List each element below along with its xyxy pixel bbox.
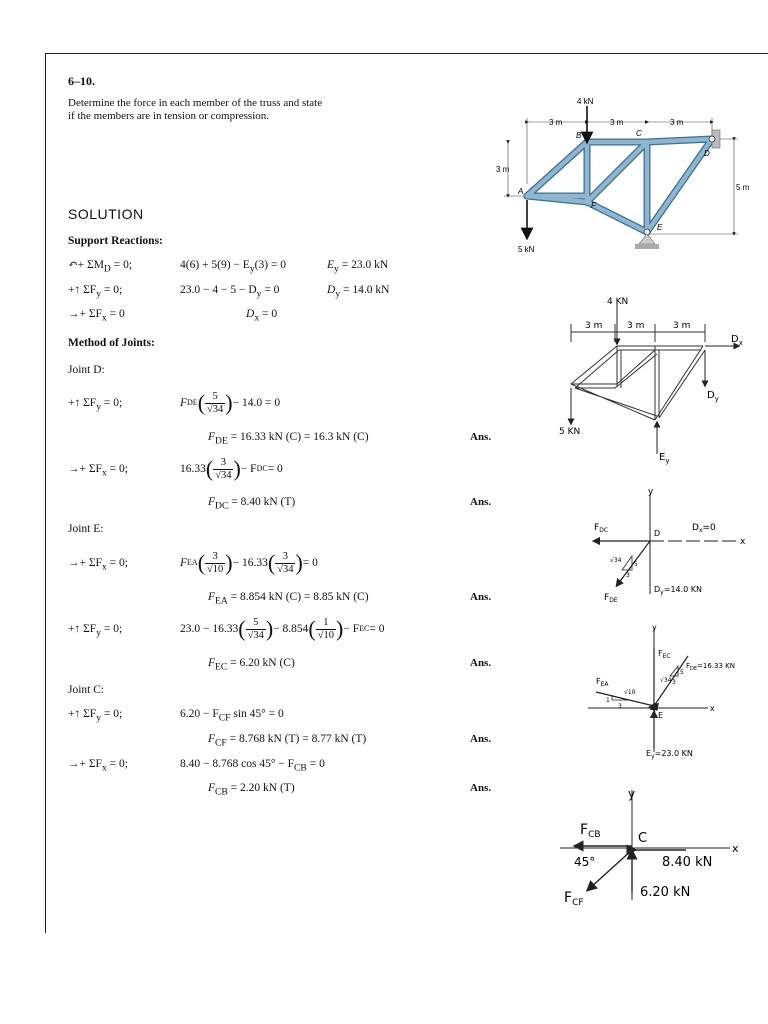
joint-e-heading: Joint E: — [68, 523, 104, 535]
je1-result: $F_{EA} = 8.854$ kN (C) = 8.85 kN (C) — [208, 591, 369, 607]
sketch3-fea: $F_{EA}$ — [596, 677, 609, 688]
load-label-5kn: 5 kN — [518, 245, 535, 254]
sketch3-sqrt10: √10 — [624, 689, 636, 696]
sketch4-x: x — [732, 842, 739, 855]
sketch3-fde: $F_{DE}=16.33$ KN — [686, 662, 736, 672]
sketch1-load: 4 KN — [607, 297, 629, 307]
joint-label-b: B — [576, 131, 582, 140]
jd2-result: $F_{DC} = 8.40$ kN (T) — [208, 496, 296, 512]
joint-d-heading: Joint D: — [68, 364, 105, 376]
sketch4-fcb: $F_{CB}$ — [580, 822, 601, 840]
joint-label-e: E — [657, 223, 663, 232]
sr3-lhs: →+ $\Sigma F_x = 0$ — [68, 308, 125, 324]
jd1-lhs: +↑ $\Sigma F_y = 0$; — [68, 397, 123, 413]
answer-label-fec: Ans. — [470, 657, 492, 669]
sketch3-sqrt34: √34 — [660, 677, 672, 684]
je1-equation: F EA ( $\frac{3}{√10}$ ) − 16.33 ( $\frac{3}{√34}$ ) = 0 — [180, 550, 318, 575]
sketch2-y: y — [648, 487, 654, 497]
problem-number: 6–10. — [68, 74, 95, 88]
sketch3-fec: $F_{EC}$ — [658, 649, 671, 660]
truss-figure — [494, 94, 754, 260]
sketch-joint-e-fbd — [588, 622, 753, 762]
jc1-result: $F_{CF} = 8.768$ kN (T) = 8.77 kN (T) — [208, 733, 367, 749]
sketch4-c: C — [638, 831, 648, 846]
sketch2-5: 5 — [634, 561, 638, 568]
sketch2-dx: $D_x=0$ — [692, 523, 716, 534]
sketch3-5: 5 — [680, 669, 684, 676]
answer-label-fde: Ans. — [470, 431, 492, 443]
solution-heading: SOLUTION — [68, 206, 144, 222]
je1-lhs: →+ $\Sigma F_x = 0$; — [68, 557, 128, 573]
jc2-equation: 8.40 − 8.768 $\cos 45^\circ - F_{CB} = 0$ — [180, 758, 325, 774]
dim-label-left: 3 m — [496, 165, 510, 174]
jc1-equation: $6.20 - F_{CF}$ sin 45° = 0 — [180, 708, 284, 724]
sketch1-dim2: 3 m — [627, 321, 645, 331]
answer-label-fdc: Ans. — [470, 496, 492, 508]
sketch3-ey: $E_y=23.0$ KN — [646, 749, 693, 760]
support-reactions-heading: Support Reactions: — [68, 235, 163, 247]
dim-label-2: 3 m — [610, 118, 624, 127]
sketch2-3: 3 — [626, 572, 630, 579]
je2-result: $F_{EC} = 6.20$ kN (C) — [208, 657, 295, 673]
sketch2-x: x — [740, 537, 746, 547]
sr2-lhs: +↑ $\Sigma F_y = 0$; — [68, 284, 123, 300]
sketch3-x: x — [710, 704, 715, 713]
jd1-equation: F DE ( $\frac{5}{√34}$ ) − 14.0 = 0 — [180, 390, 281, 415]
answer-label-fcb: Ans. — [470, 782, 492, 794]
jc2-lhs: →+ $\Sigma F_x = 0$; — [68, 758, 128, 774]
dim-label-3: 3 m — [670, 118, 684, 127]
sketch-joint-d-fbd — [588, 484, 753, 609]
dim-label-right: 5 m — [736, 183, 750, 192]
sketch4-840kn: 8.40 kN — [662, 855, 713, 870]
joint-c-heading: Joint C: — [68, 684, 105, 696]
sketch4-fcf: $F_{CF}$ — [564, 890, 584, 908]
jd1-result: $F_{DE} = 16.33$ kN (C) = 16.3 kN (C) — [208, 431, 369, 447]
page-border-top — [45, 53, 768, 54]
jd2-lhs: →+ $\Sigma F_x = 0$; — [68, 463, 128, 479]
problem-statement-line2: if the members are in tension or compression. — [68, 110, 270, 122]
problem-statement-line1: Determine the force in each member of the truss and state — [68, 97, 323, 109]
sketch2-d: D — [654, 529, 661, 538]
sketch4-y: y — [628, 787, 636, 801]
dim-label-1: 3 m — [549, 118, 563, 127]
load-label-4kn: 4 kN — [577, 97, 594, 106]
sr1-equation: $4(6) + 5(9) - E_y(3) = 0$ — [180, 259, 287, 275]
answer-label-fcf: Ans. — [470, 733, 492, 745]
joint-label-f: F — [591, 201, 596, 210]
sr3-result: $D_x = 0$ — [246, 308, 278, 324]
je2-lhs: +↑ $\Sigma F_y = 0$; — [68, 623, 123, 639]
method-of-joints-heading: Method of Joints: — [68, 337, 155, 349]
sketch3-y: y — [652, 623, 657, 632]
jc1-lhs: +↑ $\Sigma F_y = 0$; — [68, 708, 123, 724]
sr1-lhs: ↶+ $\Sigma M_D = 0$; — [68, 259, 133, 275]
jd2-equation: 16.33 ( $\frac{3}{√34}$ ) − F DC = 0 — [180, 456, 283, 481]
joint-label-d: D — [704, 149, 710, 158]
sketch3-e: E — [658, 711, 664, 720]
sketch2-dy: $D_y=14.0$ KN — [654, 585, 703, 596]
sr2-equation: $23.0 - 4 - 5 - D_y = 0$ — [180, 284, 280, 300]
sketch1-ey: $E_y$ — [659, 452, 670, 465]
jc2-result: $F_{CB} = 2.20$ kN (T) — [208, 782, 295, 798]
sketch1-dim3: 3 m — [673, 321, 691, 331]
sketch-truss-fbd — [555, 294, 750, 469]
sketch1-dim1: 3 m — [585, 321, 603, 331]
sketch-joint-c-fbd — [560, 780, 750, 910]
sketch1-dy: $D_y$ — [707, 390, 719, 403]
je2-equation: 23.0 − 16.33 ( $\frac{5}{√34}$ ) − 8.854 ( $\frac{1}{√10}$ ) − F EC = 0 — [180, 616, 385, 641]
sketch1-5kn: 5 KN — [559, 427, 581, 437]
sketch4-45deg: 45° — [574, 855, 596, 869]
sr1-result: $E_y = 23.0$ kN — [327, 259, 389, 275]
sketch3-3b: 3 — [672, 679, 676, 686]
sketch3-1: 1 — [606, 697, 610, 704]
sketch1-dx: $D_x$ — [731, 334, 743, 347]
sr2-result: $D_y = 14.0$ kN — [327, 284, 390, 300]
page-border-left — [45, 53, 46, 933]
sketch3-3: 3 — [618, 703, 622, 710]
joint-label-c: C — [636, 129, 642, 138]
sketch4-620kn: 6.20 kN — [640, 885, 691, 900]
sketch2-sqrt34: √34 — [610, 557, 622, 564]
sketch2-fde: $F_{DE}$ — [604, 593, 618, 604]
answer-label-fea: Ans. — [470, 591, 492, 603]
sketch2-fdc: $F_{DC}$ — [594, 523, 608, 534]
joint-label-a: A — [518, 187, 524, 196]
